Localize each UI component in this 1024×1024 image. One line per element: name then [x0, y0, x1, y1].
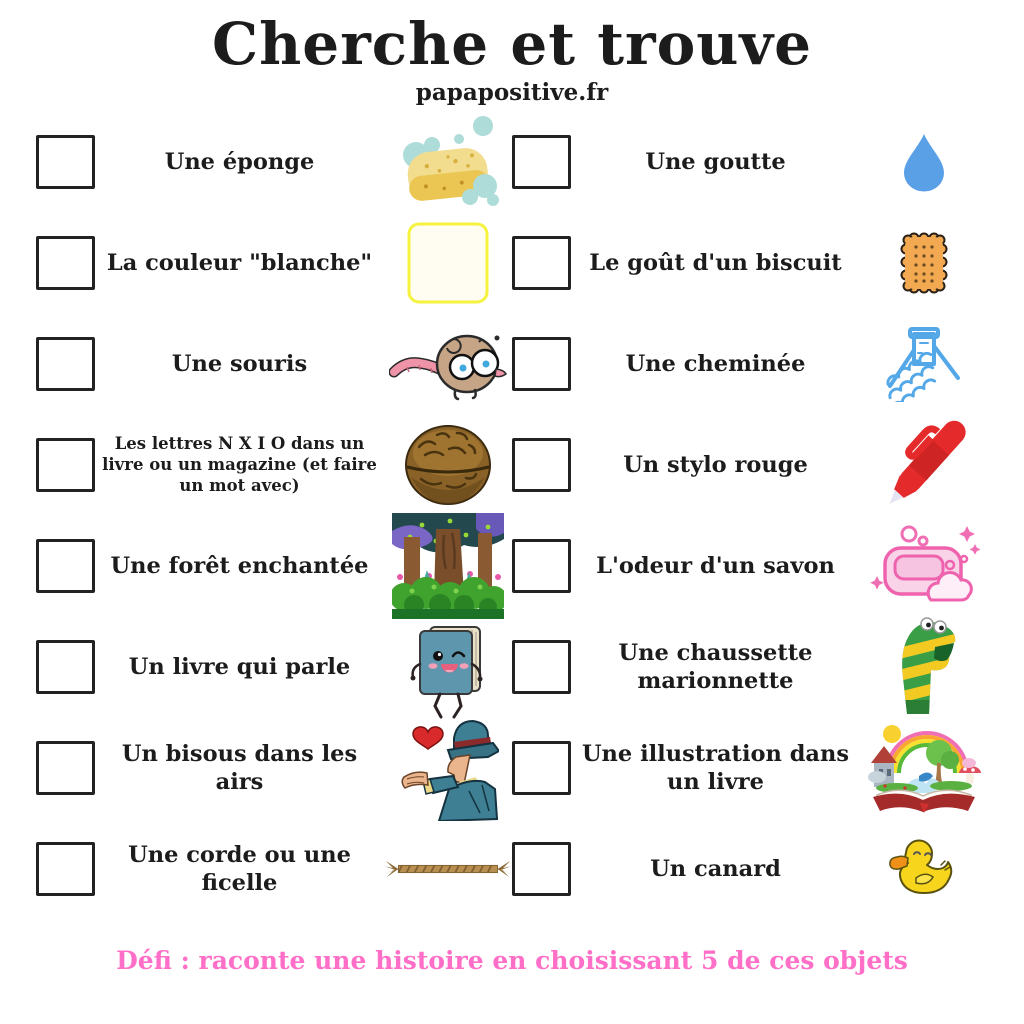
checklist-row	[36, 112, 512, 213]
checkbox[interactable]	[512, 539, 571, 593]
item-label: Un stylo rouge	[623, 452, 808, 479]
checklist-row	[512, 415, 988, 516]
soap-icon	[860, 520, 988, 612]
checklist-row	[36, 718, 512, 819]
checklist-column-left	[36, 112, 512, 920]
enchanted-forest-icon	[384, 513, 512, 619]
checkbox[interactable]	[36, 135, 95, 189]
header	[0, 0, 1024, 106]
checklist-row	[36, 617, 512, 718]
walnut-icon	[384, 423, 512, 507]
item-label: Une éponge	[164, 149, 315, 176]
checkbox[interactable]	[36, 236, 95, 290]
checklist-row	[512, 819, 988, 920]
item-label: Une goutte	[645, 149, 786, 176]
checkbox[interactable]	[36, 842, 95, 896]
page-title: Cherche et trouve	[211, 10, 813, 78]
challenge-text: Défi : raconte une histoire en choisissant 5 de ces objets	[116, 945, 908, 975]
checkbox[interactable]	[512, 236, 571, 290]
sponge-icon	[384, 114, 512, 210]
item-label: Le goût d'un biscuit	[589, 250, 842, 277]
checklist-column-right	[512, 112, 988, 920]
checkbox[interactable]	[512, 438, 571, 492]
book-illustration-icon	[860, 719, 988, 817]
checklist-row	[36, 516, 512, 617]
talking-book-icon	[384, 614, 512, 720]
checkbox[interactable]	[512, 842, 571, 896]
checkbox[interactable]	[512, 640, 571, 694]
sock-puppet-icon	[860, 616, 988, 718]
item-label: Les lettres N X I O dans un livre ou un magazine (et faire un mot avec)	[102, 434, 377, 495]
mouse-icon	[384, 322, 512, 406]
item-label: Une chaussette marionnette	[618, 640, 813, 695]
water-drop-icon	[860, 132, 988, 192]
checklist-row	[512, 718, 988, 819]
checkbox[interactable]	[512, 135, 571, 189]
white-square-icon	[384, 222, 512, 304]
checkbox[interactable]	[512, 741, 571, 795]
item-label: La couleur "blanche"	[106, 250, 373, 277]
checklist-row	[36, 415, 512, 516]
item-label: L'odeur d'un savon	[596, 553, 835, 580]
checklist-row	[512, 516, 988, 617]
checkbox[interactable]	[36, 337, 95, 391]
checklist-row	[36, 314, 512, 415]
checklist-row	[36, 213, 512, 314]
item-label: Un canard	[650, 856, 781, 883]
site-subtitle: papapositive.fr	[415, 78, 609, 106]
item-label: Un livre qui parle	[128, 654, 351, 681]
checkbox[interactable]	[36, 640, 95, 694]
item-label: Une illustration dans un livre	[581, 741, 850, 796]
checklist-row	[512, 213, 988, 314]
red-pen-icon	[860, 409, 988, 521]
biscuit-icon	[860, 231, 988, 295]
checklist-row	[512, 314, 988, 415]
duck-icon	[860, 837, 988, 901]
checkbox[interactable]	[36, 438, 95, 492]
rope-icon	[384, 856, 512, 882]
checkbox[interactable]	[36, 741, 95, 795]
checkbox[interactable]	[512, 337, 571, 391]
item-label: Une souris	[171, 351, 308, 378]
item-label: Un bisous dans les airs	[121, 741, 358, 796]
item-label: Une forêt enchantée	[110, 553, 369, 580]
item-label: Une cheminée	[625, 351, 806, 378]
checklist-row	[36, 819, 512, 920]
checklist-row	[512, 617, 988, 718]
blowing-kiss-icon	[384, 715, 512, 821]
chimney-icon	[860, 326, 988, 402]
item-label: Une corde ou une ficelle	[128, 842, 351, 897]
checkbox[interactable]	[36, 539, 95, 593]
checklist-row	[512, 112, 988, 213]
checklist	[0, 106, 1024, 920]
